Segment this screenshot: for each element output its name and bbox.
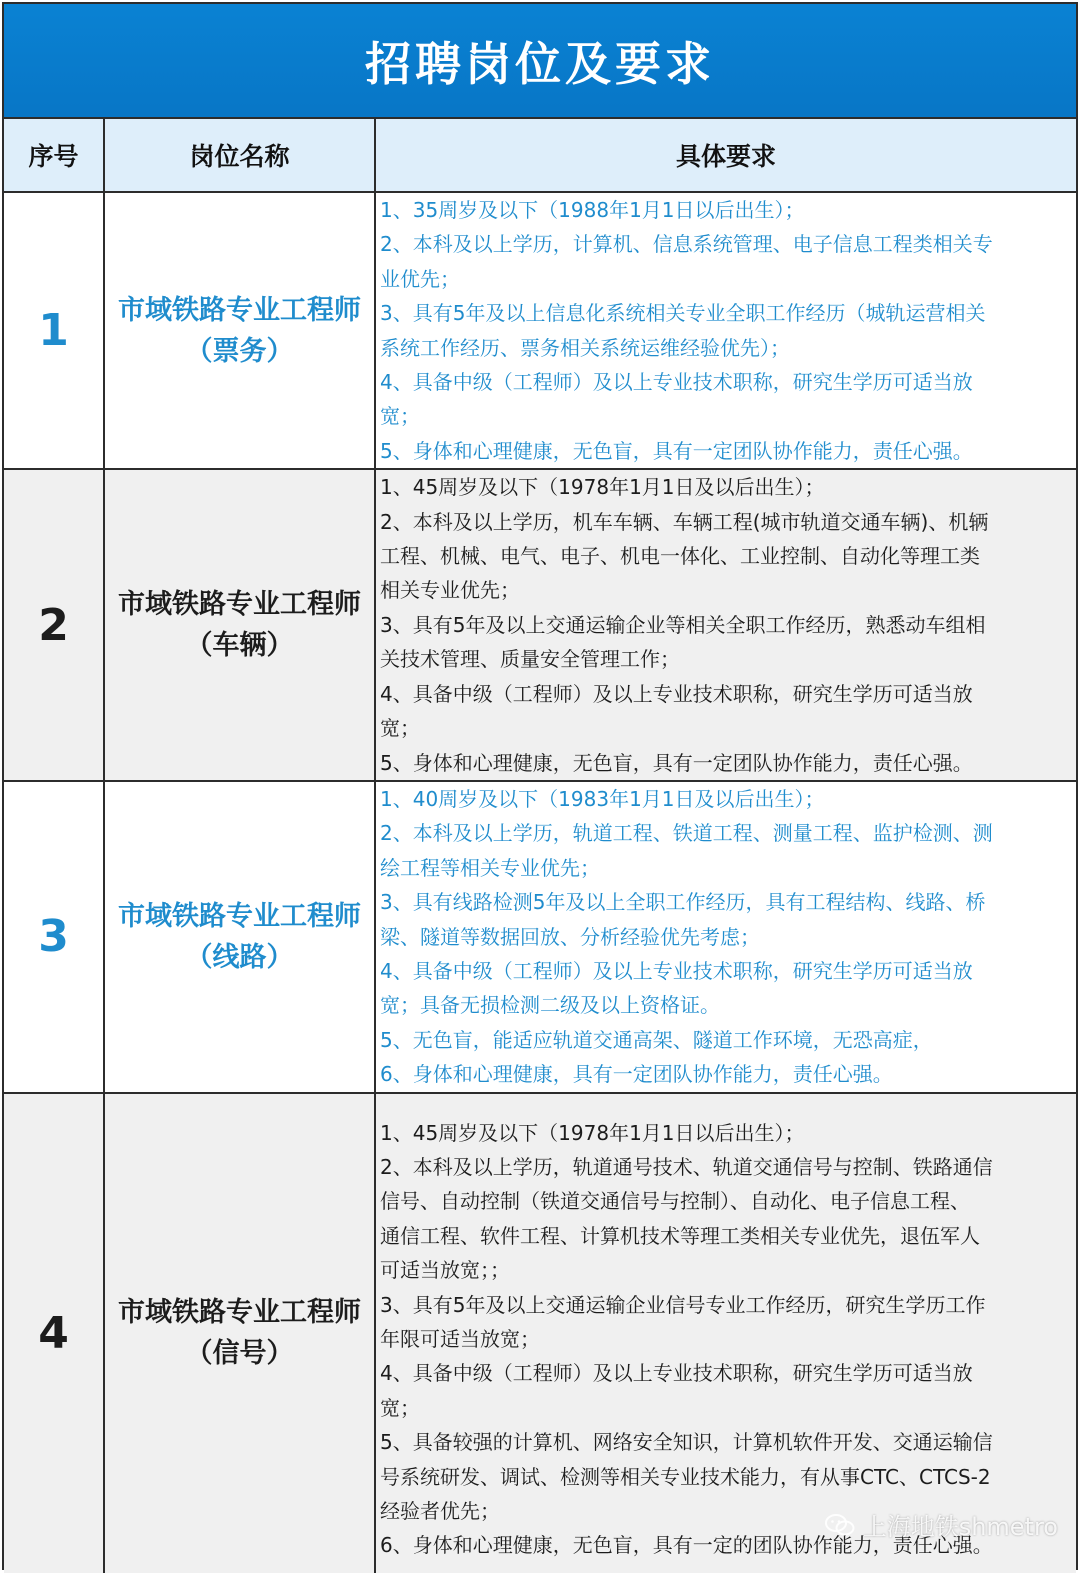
requirement-line: 5、具备较强的计算机、网络安全知识，计算机软件开发、交通运输信 xyxy=(380,1430,993,1455)
requirement-line: 信号、自动控制（铁道交通信号与控制）、自动化、电子信息工程、 xyxy=(380,1189,970,1214)
requirement-line: 4、具备中级（工程师）及以上专业技术职称，研究生学历可适当放 xyxy=(380,1361,973,1386)
requirement-line: 4、具备中级（工程师）及以上专业技术职称，研究生学历可适当放 xyxy=(380,370,973,395)
requirement-line: 年限可适当放宽； xyxy=(380,1327,540,1351)
requirement-line: 2、本科及以上学历，机车车辆、车辆工程(城市轨道交通车辆)、机辆 xyxy=(380,509,989,534)
requirement-line: 经验者优先； xyxy=(380,1499,500,1524)
requirement-line: 工程、机械、电气、电子、机电一体化、工业控制、自动化等理工类 xyxy=(380,544,980,569)
wechat-icon xyxy=(825,1513,855,1537)
requirements-cell xyxy=(375,469,1076,781)
requirement-line: 宽； xyxy=(380,404,420,429)
header-index: 序号 xyxy=(4,119,104,192)
requirement-line: 业优先； xyxy=(380,266,460,291)
requirement-line: 1、45周岁及以下（1978年1月1日及以后出生）； xyxy=(380,475,825,500)
requirements-cell xyxy=(375,192,1076,469)
requirement-line: 1、40周岁及以下（1983年1月1日及以后出生）； xyxy=(380,786,825,811)
requirement-line: 系统工作经历、票务相关系统运维经验优先）； xyxy=(380,335,790,360)
requirement-line: 通信工程、软件工程、计算机技术等理工类相关专业优先，退伍军人 xyxy=(380,1223,980,1248)
header-position: 岗位名称 xyxy=(104,119,375,192)
requirement-line: 5、身体和心理健康，无色盲，具有一定团队协作能力，责任心强。 xyxy=(380,750,973,775)
row-index: 4 xyxy=(4,1093,104,1573)
watermark xyxy=(825,1507,1058,1542)
requirement-line: 1、35周岁及以下（1988年1月1日以后出生）； xyxy=(380,198,805,222)
requirement-line: 5、身体和心理健康，无色盲，具有一定团队协作能力，责任心强。 xyxy=(380,438,973,463)
requirement-line: 2、本科及以上学历，轨道工程、铁道工程、测量工程、监护检测、测 xyxy=(380,821,993,846)
table-header-row xyxy=(4,119,1076,192)
requirements-cell xyxy=(375,781,1076,1093)
position-specialty: （票务） xyxy=(185,335,294,367)
requirement-line: 6、身体和心理健康，具有一定团队协作能力，责任心强。 xyxy=(380,1062,893,1087)
requirement-line: 3、具有5年及以上交通运输企业等相关全职工作经历，熟悉动车组相 xyxy=(380,612,986,637)
requirement-line: 梁、隧道等数据回放、分析经验优先考虑； xyxy=(380,924,760,949)
requirement-line: 3、具有线路检测5年及以上全职工作经历，具有工程结构、线路、桥 xyxy=(380,890,986,915)
title-banner xyxy=(4,4,1076,119)
requirement-line: 宽； xyxy=(380,716,420,741)
positions-table xyxy=(4,119,1076,1573)
recruitment-table-card xyxy=(2,2,1078,1570)
requirement-line: 2、本科及以上学历，轨道通号技术、轨道交通信号与控制、铁路通信 xyxy=(380,1154,993,1179)
requirement-line: 5、无色盲，能适应轨道交通高架、隧道工作环境，无恐高症， xyxy=(380,1027,933,1052)
position-specialty: （信号） xyxy=(185,1338,294,1370)
table-row xyxy=(4,469,1076,781)
requirement-line: 宽；具备无损检测二级及以上资格证。 xyxy=(380,993,720,1018)
position-title: 市域铁路专业工程师 xyxy=(118,1297,361,1329)
requirement-line: 可适当放宽；； xyxy=(380,1258,510,1283)
requirement-line: 相关专业优先； xyxy=(380,578,520,603)
requirement-line: 1、45周岁及以下（1978年1月1日以后出生）； xyxy=(380,1120,805,1145)
row-index: 1 xyxy=(4,192,104,469)
requirement-line: 绘工程等相关专业优先； xyxy=(380,855,600,880)
requirement-line: 号系统研发、调试、检测等相关专业技术能力，有从事CTC、CTCS-2 xyxy=(380,1464,991,1489)
page-title: 招聘岗位及要求 xyxy=(365,36,715,91)
position-name xyxy=(104,1093,375,1573)
requirement-line: 6、身体和心理健康，无色盲，具有一定的团队协作能力，责任心强。 xyxy=(380,1533,993,1558)
table-row xyxy=(4,1093,1076,1573)
row-index: 3 xyxy=(4,781,104,1093)
requirement-line: 3、具有5年及以上信息化系统相关专业全职工作经历（城轨运营相关 xyxy=(380,301,986,326)
table-row xyxy=(4,781,1076,1093)
requirement-line: 2、本科及以上学历，计算机、信息系统管理、电子信息工程类相关专 xyxy=(380,232,993,257)
requirement-line: 4、具备中级（工程师）及以上专业技术职称，研究生学历可适当放 xyxy=(380,681,973,706)
position-specialty: （线路） xyxy=(185,941,294,973)
position-name xyxy=(104,192,375,469)
position-specialty: （车辆） xyxy=(185,630,294,662)
position-title: 市域铁路专业工程师 xyxy=(118,294,361,326)
requirement-line: 4、具备中级（工程师）及以上专业技术职称，研究生学历可适当放 xyxy=(380,958,973,983)
watermark-text: 上海地铁shmetro xyxy=(862,1513,1058,1541)
requirement-line: 3、具有5年及以上交通运输企业信号专业工作经历，研究生学历工作 xyxy=(380,1292,986,1317)
position-name xyxy=(104,469,375,781)
requirement-line: 关技术管理、质量安全管理工作； xyxy=(380,647,680,672)
position-title: 市域铁路专业工程师 xyxy=(118,900,361,932)
table-row xyxy=(4,192,1076,469)
position-name xyxy=(104,781,375,1093)
requirement-line: 宽； xyxy=(380,1395,420,1420)
header-requirements: 具体要求 xyxy=(375,119,1076,192)
row-index: 2 xyxy=(4,469,104,781)
position-title: 市域铁路专业工程师 xyxy=(118,589,361,621)
requirements-cell xyxy=(375,1093,1076,1573)
